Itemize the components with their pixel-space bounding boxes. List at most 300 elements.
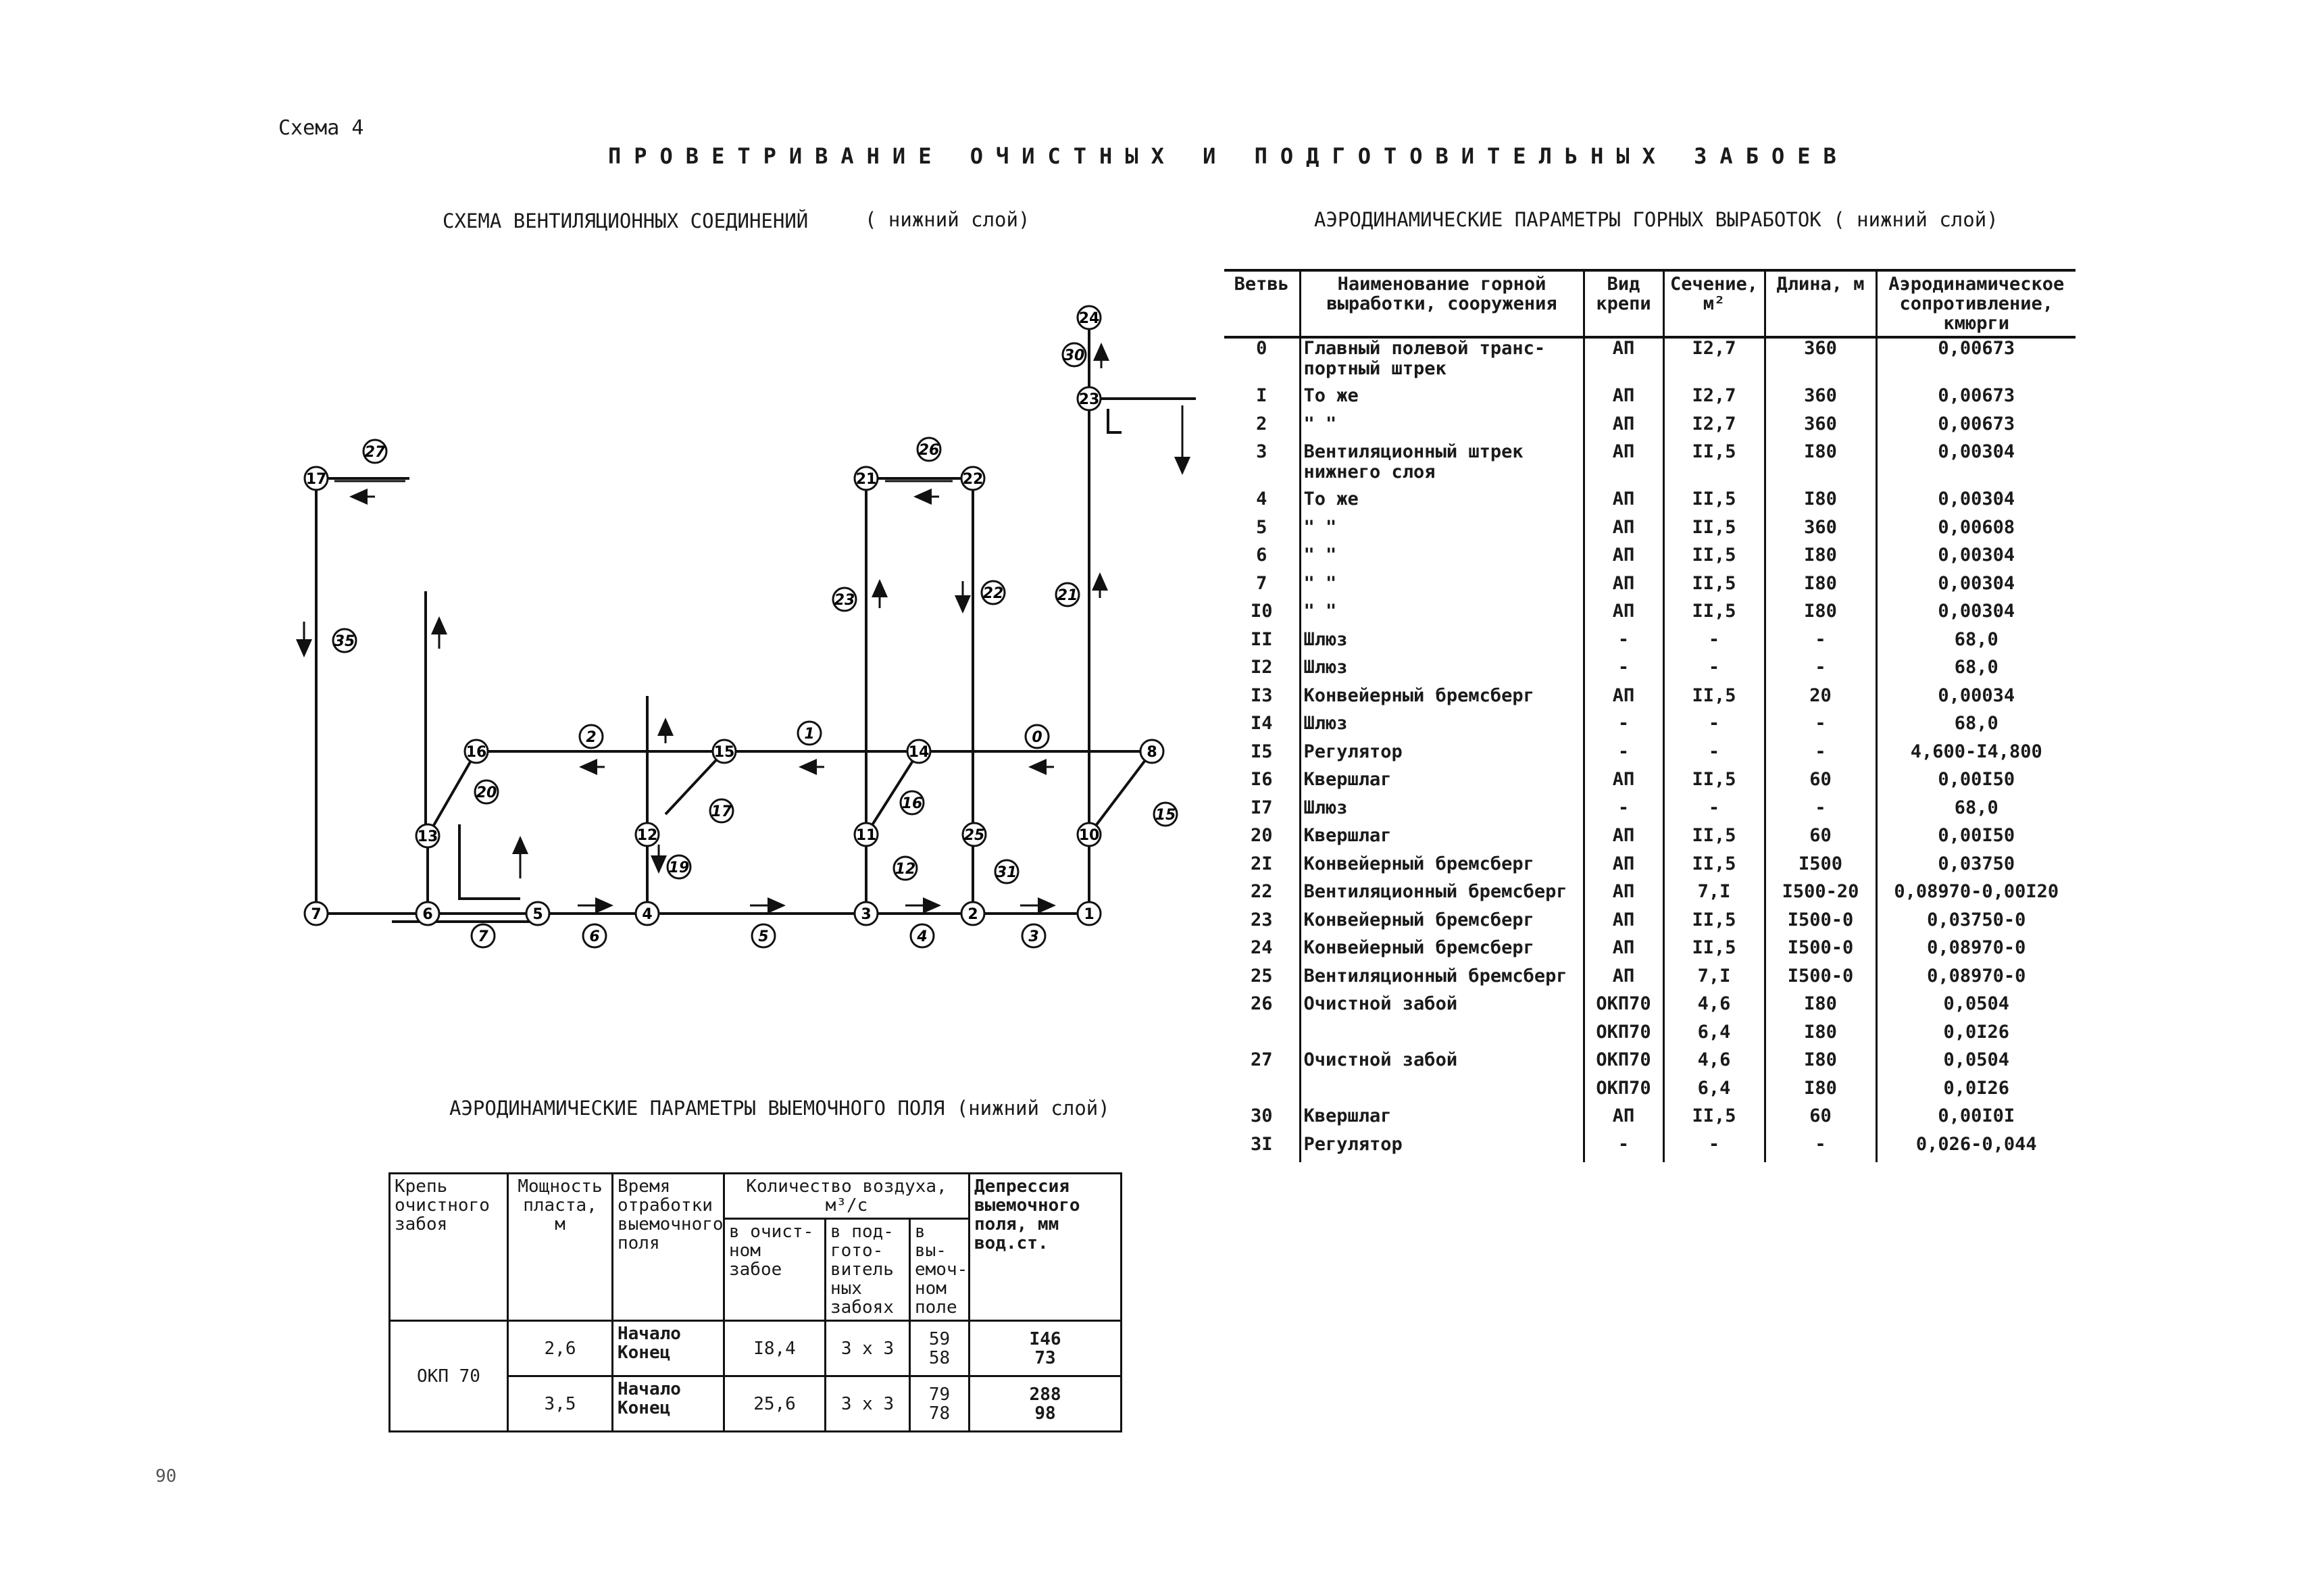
svg-text:1: 1 [804,726,815,743]
cell-resistance: 0,00304 [1876,442,2076,489]
table-row [1224,442,2076,489]
cell-length: I500-20 [1765,882,1876,910]
branch-label [995,860,1018,883]
cell-name [1300,1078,1584,1107]
cell-branch: I [1224,386,1300,414]
cell-resistance: 68,0 [1876,714,2076,742]
table-row [1224,630,2076,658]
cell-name: Шлюз [1300,714,1584,742]
air-prep-cell: 3 х 3 [826,1321,910,1376]
cell-length: I80 [1765,601,1876,630]
cell-length: I80 [1765,545,1876,574]
cell-resistance: 68,0 [1876,657,2076,686]
svg-text:5: 5 [758,928,769,945]
header-air-prep: в под-гото-витель ных забоях [826,1219,910,1321]
cell-resistance: 0,00I50 [1876,770,2076,798]
cell-section: - [1663,798,1765,826]
cell-support: ОКП70 [1584,1022,1663,1051]
table-row [1224,994,2076,1022]
cell-name: Квершлаг [1300,1106,1584,1134]
node [855,467,878,490]
cell-section: II,5 [1663,518,1765,546]
branch-label [472,924,495,947]
cell-section: 6,4 [1663,1078,1765,1107]
cell-length: - [1765,630,1876,658]
cell-branch [1224,1078,1300,1107]
cell-section: II,5 [1663,686,1765,714]
cell-section: - [1663,657,1765,686]
svg-text:4: 4 [642,906,653,923]
table-row [1224,518,2076,546]
branch-label [833,588,856,611]
svg-text:3: 3 [1028,928,1039,945]
table-row [1224,910,2076,939]
cell-support: АП [1584,938,1663,966]
cell-length: 60 [1765,770,1876,798]
branch-label [1022,924,1045,947]
cell-name: Конвейерный бремсберг [1300,686,1584,714]
svg-text:23: 23 [1078,391,1100,408]
cell-name: Шлюз [1300,630,1584,658]
cell-name [1300,1022,1584,1051]
cell-resistance: 0,00673 [1876,414,2076,443]
cell-branch: II [1224,630,1300,658]
cell-branch: 23 [1224,910,1300,939]
table-header-row [1224,270,2076,337]
thickness-cell: 2,6 [508,1321,613,1376]
svg-text:25: 25 [963,827,985,844]
svg-text:17: 17 [711,803,732,820]
page-number: 90 [155,1466,177,1487]
svg-text:30: 30 [1063,347,1085,364]
air-face-cell: I8,4 [724,1321,826,1376]
node [855,823,878,846]
cell-branch: 7 [1224,574,1300,602]
cell-branch: 3I [1224,1134,1300,1163]
svg-text:16: 16 [466,744,487,761]
svg-text:19: 19 [668,859,690,876]
cell-branch: I7 [1224,798,1300,826]
svg-text:7: 7 [478,928,488,945]
svg-text:12: 12 [636,827,658,844]
cell-section: - [1663,742,1765,770]
cell-length: - [1765,1134,1876,1163]
table-row [1224,966,2076,995]
column-header: Наименование горной выработки, сооружения [1300,270,1584,337]
cell-name: Шлюз [1300,798,1584,826]
cell-branch: I4 [1224,714,1300,742]
cell-section: II,5 [1663,826,1765,854]
cell-support: - [1584,657,1663,686]
svg-text:22: 22 [962,471,984,488]
cell-support: - [1584,1134,1663,1163]
column-header: Аэродинамическое сопротивление, кмюрги [1876,270,2076,337]
cell-branch: I2 [1224,657,1300,686]
table-row [1224,337,2076,386]
table-row [1224,826,2076,854]
cell-name: Вентиляционный бремсберг [1300,966,1584,995]
cell-resistance: 0,00I50 [1876,826,2076,854]
branch-label [475,780,498,803]
svg-text:11: 11 [855,827,877,844]
branch-label [982,581,1005,604]
cell-name: То же [1300,489,1584,518]
cell-section: II,5 [1663,1106,1765,1134]
cell-section: 7,I [1663,966,1765,995]
time-cell: Начало Конец [613,1321,724,1376]
cell-support: ОКП70 [1584,994,1663,1022]
column-header: Сечение, м² [1663,270,1765,337]
cell-branch: 26 [1224,994,1300,1022]
svg-text:12: 12 [895,861,916,878]
node [961,902,984,925]
cell-branch: I0 [1224,601,1300,630]
svg-text:20: 20 [476,784,497,801]
cell-support: АП [1584,826,1663,854]
svg-text:24: 24 [1078,310,1100,327]
svg-text:4: 4 [917,928,928,945]
cell-resistance: 0,03750 [1876,854,2076,882]
branch-label [580,725,603,748]
node [1078,387,1101,410]
header-thickness: Мощность пласта, м [508,1174,613,1321]
svg-text:22: 22 [982,585,1004,602]
cell-support: АП [1584,1106,1663,1134]
right-table-title: АЭРОДИНАМИЧЕСКИЕ ПАРАМЕТРЫ ГОРНЫХ ВЫРАБОТОК ( нижний слой) [1314,208,1998,231]
cell-length: 360 [1765,518,1876,546]
svg-text:2: 2 [967,906,978,923]
node [961,467,984,490]
svg-text:35: 35 [334,633,355,650]
svg-text:13: 13 [417,828,438,845]
svg-text:17: 17 [305,471,327,488]
air-field-cell: 79 78 [910,1376,970,1432]
support-value: ОКП 70 [390,1321,508,1432]
cell-support: АП [1584,966,1663,995]
cell-resistance: 0,00304 [1876,601,2076,630]
table-row [1224,1106,2076,1134]
cell-branch: 24 [1224,938,1300,966]
cell-section: II,5 [1663,574,1765,602]
table-row [1224,742,2076,770]
svg-text:15: 15 [713,744,735,761]
table-row [1224,854,2076,882]
svg-text:5: 5 [532,906,543,923]
cell-length: I500-0 [1765,938,1876,966]
cell-length: - [1765,742,1876,770]
branch-label [1056,583,1079,606]
cell-branch: 6 [1224,545,1300,574]
cell-name: Квершлаг [1300,770,1584,798]
cell-resistance: 0,03750-0 [1876,910,2076,939]
svg-text:1: 1 [1084,906,1095,923]
cell-length: 20 [1765,686,1876,714]
branch-label [917,438,940,461]
node [1078,823,1101,846]
air-field-cell: 59 58 [910,1321,970,1376]
cell-section: - [1663,714,1765,742]
cell-section: II,5 [1663,601,1765,630]
cell-section: II,5 [1663,489,1765,518]
cell-length: I80 [1765,1022,1876,1051]
scheme-label: Схема 4 [278,116,364,140]
cell-support: ОКП70 [1584,1050,1663,1078]
cell-length: I500-0 [1765,910,1876,939]
cell-section: 6,4 [1663,1022,1765,1051]
cell-name: " " [1300,601,1584,630]
branch-label [752,924,775,947]
air-face-cell: 25,6 [724,1376,826,1432]
branch-label [1063,343,1086,366]
node [1140,740,1163,763]
header-air-face: в очист-ном забое [724,1219,826,1321]
cell-name: Вентиляционный бремсберг [1300,882,1584,910]
svg-text:6: 6 [589,928,600,945]
table-row [1224,1050,2076,1078]
small-loop-top-right [1108,409,1122,432]
cell-section: II,5 [1663,770,1765,798]
extraction-field-table [388,1172,1122,1432]
node [416,824,439,847]
cell-section: II,5 [1663,442,1765,489]
branch-label [333,629,356,652]
cell-section: 4,6 [1663,994,1765,1022]
table-row [1224,414,2076,443]
node [1078,902,1101,925]
cell-resistance: 0,00I0I [1876,1106,2076,1134]
header-time: Время отработки выемочного поля [613,1174,724,1321]
cell-support: АП [1584,442,1663,489]
table-row [1224,1022,2076,1051]
cell-branch: 25 [1224,966,1300,995]
cell-length: - [1765,798,1876,826]
cell-resistance: 0,08970-0 [1876,938,2076,966]
column-header: Вид крепи [1584,270,1663,337]
svg-text:8: 8 [1147,744,1157,761]
cell-name: " " [1300,545,1584,574]
cell-support: - [1584,742,1663,770]
air-prep-cell: 3 х 3 [826,1376,910,1432]
table-row [1224,489,2076,518]
cell-support: - [1584,798,1663,826]
cell-resistance: 0,0504 [1876,1050,2076,1078]
node [636,823,659,846]
cell-support: АП [1584,601,1663,630]
cell-length: 360 [1765,386,1876,414]
cell-branch: I5 [1224,742,1300,770]
branch-label [901,791,924,814]
cell-section: II,5 [1663,910,1765,939]
table-row [1224,574,2076,602]
header-air-field: в вы-емоч-ном поле [910,1219,970,1321]
cell-name: Конвейерный бремсберг [1300,854,1584,882]
cell-name: Шлюз [1300,657,1584,686]
cell-resistance: 0,00034 [1876,686,2076,714]
cell-name: Очистной забой [1300,1050,1584,1078]
svg-text:21: 21 [855,471,877,488]
cell-name: Регулятор [1300,1134,1584,1163]
node [305,902,328,925]
cell-resistance: 0,00608 [1876,518,2076,546]
time-cell: Начало Конец [613,1376,724,1432]
table-row [1224,798,2076,826]
branch-label [894,857,917,880]
cell-name: Очистной забой [1300,994,1584,1022]
cell-branch: 4 [1224,489,1300,518]
cell-support: - [1584,630,1663,658]
depression-cell: I46 73 [970,1321,1122,1376]
table-row [1224,386,2076,414]
svg-text:21: 21 [1057,587,1078,604]
cell-length: I80 [1765,489,1876,518]
cell-resistance: 0,00304 [1876,545,2076,574]
cell-branch: 0 [1224,337,1300,386]
cell-section: II,5 [1663,545,1765,574]
cell-support: АП [1584,414,1663,443]
cell-resistance: 0,0504 [1876,994,2076,1022]
cell-name: Главный полевой транс-портный штрек [1300,337,1584,386]
table-row [1224,1134,2076,1163]
cell-branch [1224,1022,1300,1051]
branch-label [1154,803,1177,826]
cell-length: I500-0 [1765,966,1876,995]
cell-section: II,5 [1663,854,1765,882]
svg-text:6: 6 [422,906,433,923]
cell-length: I80 [1765,1050,1876,1078]
cell-branch: 5 [1224,518,1300,546]
cell-branch: 3 [1224,442,1300,489]
diagram-subtitle: ( нижний слой) [865,208,1030,231]
cell-name: Конвейерный бремсберг [1300,938,1584,966]
cell-branch: 20 [1224,826,1300,854]
cell-name: Конвейерный бремсберг [1300,910,1584,939]
cell-length: I80 [1765,574,1876,602]
svg-text:26: 26 [918,442,940,459]
svg-text:0: 0 [1032,729,1042,746]
branch-label [798,722,821,745]
column-header: Ветвь [1224,270,1300,337]
cell-section: I2,7 [1663,386,1765,414]
cell-resistance: 4,600-I4,800 [1876,742,2076,770]
svg-text:31: 31 [996,864,1017,881]
cell-resistance: 0,00673 [1876,337,2076,386]
header-depression: Депрессия выемочного поля, мм вод.ст. [970,1174,1122,1321]
cell-length: 60 [1765,1106,1876,1134]
cell-name: " " [1300,518,1584,546]
table-row [1224,714,2076,742]
cell-section: I2,7 [1663,337,1765,386]
branch-label [710,799,733,822]
cell-branch: 30 [1224,1106,1300,1134]
cell-name: Вентиляционный штрек нижнего слоя [1300,442,1584,489]
cell-support: - [1584,714,1663,742]
header-support: Крепь очистного забоя [390,1174,508,1321]
table-row [1224,882,2076,910]
thickness-cell: 3,5 [508,1376,613,1432]
cell-branch: 2 [1224,414,1300,443]
table-row [1224,938,2076,966]
table-row [1224,657,2076,686]
page-title: ПРОВЕТРИВАНИЕ ОЧИСТНЫХ И ПОДГОТОВИТЕЛЬНЫХ ЗАБОЕВ [608,143,1849,169]
cell-length: I500 [1765,854,1876,882]
branch-label [583,924,606,947]
cell-resistance: 0,00673 [1876,386,2076,414]
cell-length: I80 [1765,994,1876,1022]
cell-name: Квершлаг [1300,826,1584,854]
branch-label [963,823,986,846]
cell-support: АП [1584,686,1663,714]
cell-support: АП [1584,910,1663,939]
cell-name: " " [1300,414,1584,443]
cell-support: АП [1584,574,1663,602]
svg-text:10: 10 [1078,827,1100,844]
cell-support: АП [1584,518,1663,546]
svg-text:7: 7 [311,906,322,923]
cell-resistance: 0,08970-0,00I20 [1876,882,2076,910]
svg-text:14: 14 [908,744,930,761]
cell-name: Регулятор [1300,742,1584,770]
bottom-table-title: АЭРОДИНАМИЧЕСКИЕ ПАРАМЕТРЫ ВЫЕМОЧНОГО ПОЛЯ (нижний слой) [449,1097,1110,1120]
cell-name: " " [1300,574,1584,602]
svg-text:15: 15 [1155,807,1176,824]
cell-length: 360 [1765,414,1876,443]
cell-resistance: 68,0 [1876,798,2076,826]
cell-support: АП [1584,882,1663,910]
small-loop-5 [459,824,520,899]
branch-label [668,855,690,878]
depression-cell: 288 98 [970,1376,1122,1432]
branch-label [363,440,386,463]
cell-length: - [1765,714,1876,742]
cell-length: - [1765,657,1876,686]
cell-branch: 2I [1224,854,1300,882]
link-10-8 [1089,751,1152,834]
node [907,740,930,763]
table-row [1224,770,2076,798]
svg-text:2: 2 [586,729,597,746]
node [526,902,549,925]
cell-resistance: 0,00304 [1876,489,2076,518]
cell-section: - [1663,630,1765,658]
cell-section: 4,6 [1663,1050,1765,1078]
table-row [1224,601,2076,630]
cell-branch: I3 [1224,686,1300,714]
table-row [1224,686,2076,714]
cell-resistance: 68,0 [1876,630,2076,658]
cell-section: 7,I [1663,882,1765,910]
cell-support: АП [1584,386,1663,414]
cell-resistance: 0,0I26 [1876,1022,2076,1051]
column-header: Длина, м [1765,270,1876,337]
node [1078,306,1101,329]
svg-text:27: 27 [364,444,386,461]
cell-branch: 27 [1224,1050,1300,1078]
link-13-16 [428,751,476,836]
header-air-group: Количество воздуха, м³/с [724,1174,970,1219]
diagram-title: СХЕМА ВЕНТИЛЯЦИОННЫХ СОЕДИНЕНИЙ [443,209,809,232]
workings-parameters-table [1224,269,2076,1162]
table-row [1224,545,2076,574]
cell-resistance: 0,026-0,044 [1876,1134,2076,1163]
cell-support: АП [1584,489,1663,518]
node [713,740,736,763]
cell-length: I80 [1765,1078,1876,1107]
cell-support: АП [1584,337,1663,386]
cell-length: 360 [1765,337,1876,386]
cell-resistance: 0,08970-0 [1876,966,2076,995]
cell-branch: 22 [1224,882,1300,910]
cell-support: АП [1584,854,1663,882]
